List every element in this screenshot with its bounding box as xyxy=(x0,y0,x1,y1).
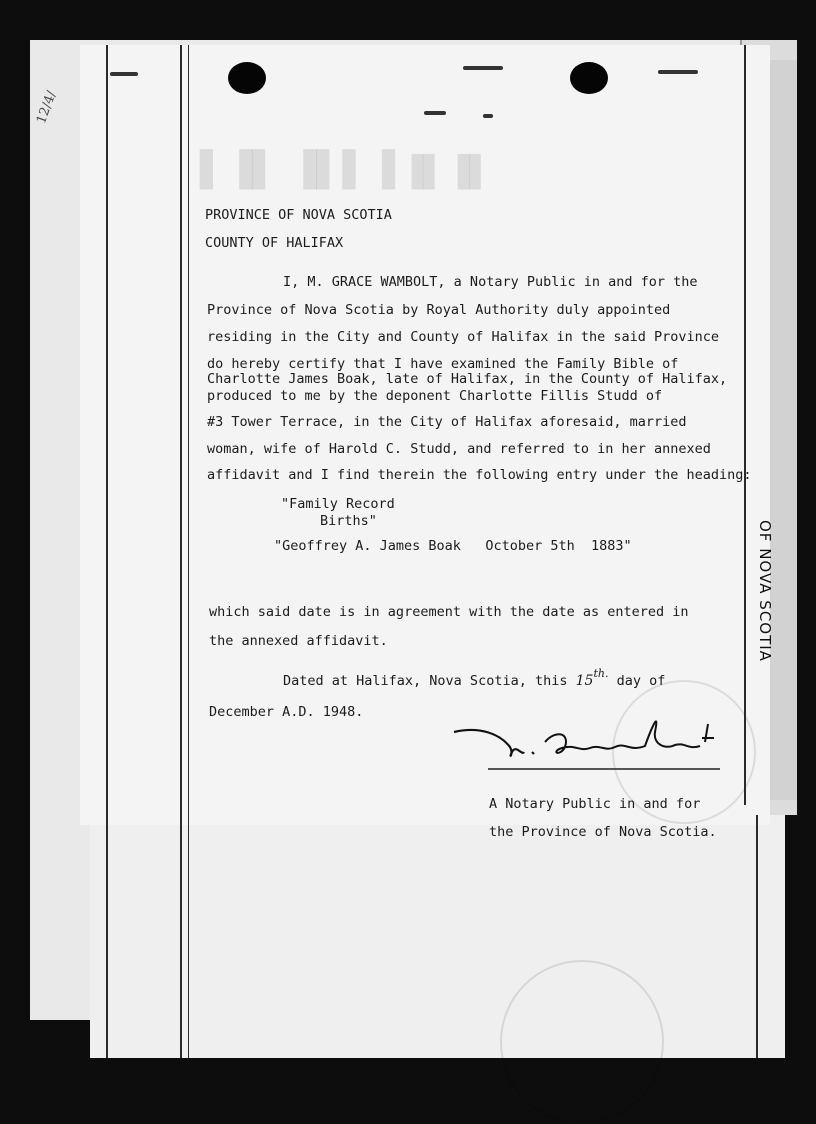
dated-prefix: Dated at Halifax, Nova Scotia, this xyxy=(283,673,568,689)
margin-annotation: 12/4/ xyxy=(33,89,60,126)
body-line: I, M. GRACE WAMBOLT, a Notary Public in and for the xyxy=(283,274,698,290)
punch-hole xyxy=(570,62,608,94)
seal-impression xyxy=(500,960,664,1124)
lower-sheet xyxy=(90,815,785,1058)
margin-rule xyxy=(180,45,182,1058)
body-line: Charlotte James Boak, late of Halifax, in the County of Halifax, xyxy=(207,371,728,387)
notary-title-line: A Notary Public in and for xyxy=(489,796,701,812)
staple-mark xyxy=(483,114,493,118)
dated-day: $15^{th.}$ xyxy=(575,667,609,689)
staple-mark xyxy=(110,72,138,76)
staple-mark xyxy=(424,111,446,115)
body-line: woman, wife of Harold C. Studd, and referred to in her annexed xyxy=(207,441,711,457)
body-line: #3 Tower Terrace, in the City of Halifax aforesaid, married xyxy=(207,414,687,430)
closing-line: the annexed affidavit. xyxy=(209,633,388,649)
margin-rule xyxy=(744,45,746,805)
notary-signature xyxy=(450,712,730,777)
body-line: do hereby certify that I have examined the Family Bible of xyxy=(207,356,679,372)
body-line: Province of Nova Scotia by Royal Authority duly appointed xyxy=(207,302,671,318)
side-stamp: OF NOVA SCOTIA xyxy=(756,520,774,662)
heading-province: PROVINCE OF NOVA SCOTIA xyxy=(205,207,392,223)
show-through-mark: ▌▐▌ ▐▌▌▐ xyxy=(200,150,395,190)
show-through-mark: ▐▌▐▌ xyxy=(400,155,493,190)
dated-line xyxy=(283,667,666,690)
heading-county: COUNTY OF HALIFAX xyxy=(205,235,344,251)
margin-rule xyxy=(106,45,108,1058)
closing-line: which said date is in agreement with the date as entered in xyxy=(209,604,689,620)
entry-line: Births" xyxy=(320,513,377,529)
body-line: produced to me by the deponent Charlotte Fillis Studd of xyxy=(207,388,663,404)
punch-hole xyxy=(228,62,266,94)
dated-suffix: day of xyxy=(616,673,666,689)
entry-line: "Family Record xyxy=(281,496,395,512)
staple-mark xyxy=(658,70,698,74)
dated-line-2: December A.D. 1948. xyxy=(209,704,364,720)
staple-mark xyxy=(463,66,503,70)
body-line: affidavit and I find therein the following entry under the heading: xyxy=(207,467,752,483)
margin-rule xyxy=(756,815,758,1058)
margin-rule xyxy=(188,45,189,1058)
entry-line: "Geoffrey A. James Boak October 5th 1883" xyxy=(274,538,632,554)
notary-title-line: the Province of Nova Scotia. xyxy=(489,824,717,840)
body-line: residing in the City and County of Halifax in the said Province xyxy=(207,329,720,345)
